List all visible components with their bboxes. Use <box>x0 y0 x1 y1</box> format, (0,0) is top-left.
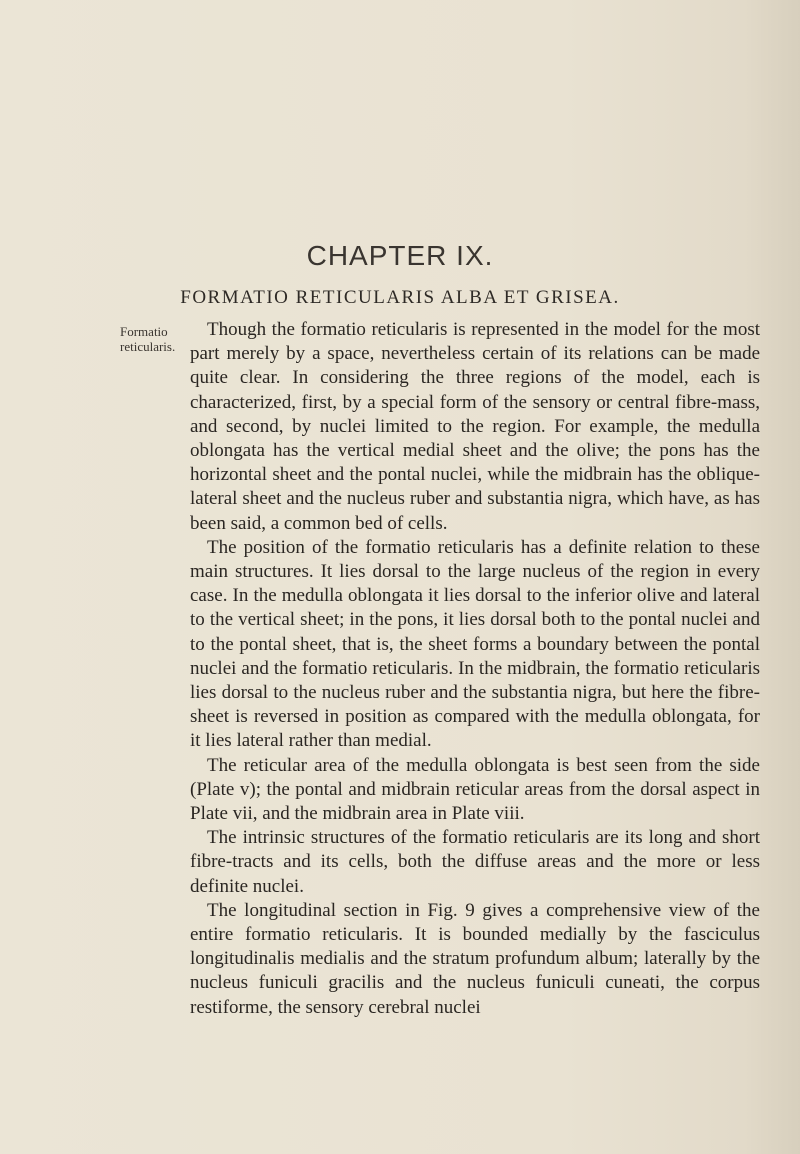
paragraph-5: The longitudinal section in Fig. 9 gives a comprehensive view of the entire formatio reticularis. It is bounded medially by the fasciculus longitudinalis medialis and the stratum profundum album; laterally by the nucleus funiculi gracilis and the nucleus funiculi cuneati, the corpus restiforme, the sensory cerebral nuclei <box>190 899 760 1018</box>
chapter-title: CHAPTER IX. <box>306 240 494 271</box>
paragraph-3: The reticular area of the medulla oblongata is best seen from the side (Plate v); the pontal and midbrain reticular areas from the dorsal aspect in Plate vii, and the midbrain area in Plate viii. <box>190 754 760 825</box>
paragraph-4: The intrinsic structures of the formatio reticularis are its long and short fibre-tracts and its cells, both the diffuse areas and the more or less definite nuclei. <box>190 827 760 897</box>
body-text <box>190 318 760 1020</box>
margin-note-line-2: reticularis. <box>120 339 176 354</box>
margin-note-line-1: Formatio <box>120 324 168 339</box>
paragraph-1: Though the formatio reticularis is represented in the model for the most part merely by a space, nevertheless certain of its relations can be made quite clear. In considering the three regions of the model, each is characterized, first, by a special form of the sensory or central fibre-mass, and second, by nuclei limited to the region. For example, the medulla oblongata has the vertical medial sheet and the olive; the pons has the horizontal sheet and the pontal nuclei, while the midbrain has the oblique-lateral sheet and the nucleus ruber and substantia nigra, which have, as has been said, a common bed of cells. <box>190 319 760 534</box>
margin-note <box>120 324 188 354</box>
section-title: FORMATIO RETICULARIS ALBA ET GRISEA. <box>180 287 620 308</box>
paragraph-2: The position of the formatio reticularis has a definite relation to these main structures. It lies dorsal to the large nucleus of the region in every case. In the medulla oblongata it lies dorsal to the inferior olive and lateral to the vertical sheet; in the pons, it lies dorsal both to the pontal nuclei and to the pontal sheet, that is, the sheet forms a boundary between the pontal nuclei and the formatio reticularis. In the midbrain, the formatio reticularis lies dorsal to the nucleus ruber and the substantia nigra, but here the fibre-sheet is reversed in position as compared with the medulla oblongata, for it lies lateral rather than medial. <box>190 536 760 752</box>
